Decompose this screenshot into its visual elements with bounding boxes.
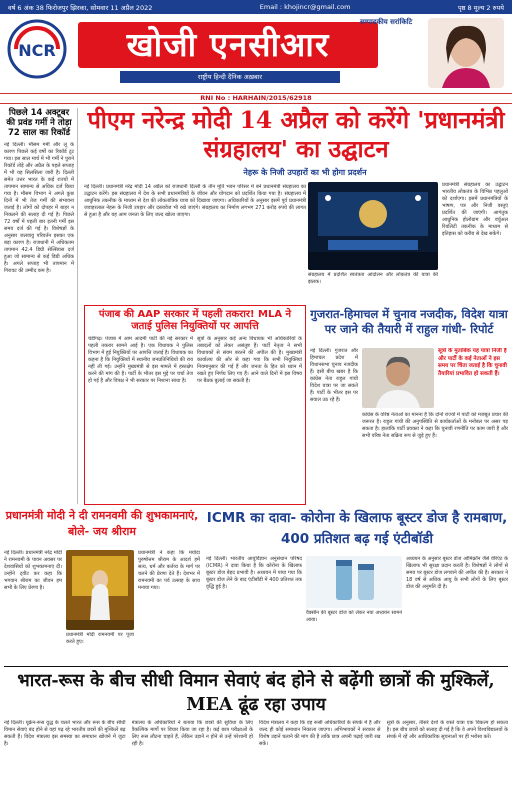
issue-info: वर्ष 6 अंक 38 फिरोजपुर झिरका, सोमवार 11 अप्रैल 2022 xyxy=(8,3,153,12)
gujarat-left-text: नई दिल्ली। गुजरात और हिमाचल प्रदेश में विधानसभा चुनाव नजदीक हैं। इसी बीच खबर है कि कांग्रेस नेता राहुल गांधी विदेश यात्रा पर जा सकते हैं। पार्टी के भीतर इस पर सवाल उठ रहे हैं। xyxy=(310,348,358,403)
mea-col4: सूत्रों के अनुसार, तीसरे देशों के रास्ते यात्रा एक विकल्प हो सकता है। इस बीच छात्रों को सलाह दी गई है कि वे अपने विश्वविद्यालयों के संपर्क में रहें और आधिकारिक सूचनाओं पर ही भरोसा करें। xyxy=(386,720,508,740)
rni-number: RNI No : HARHAIN/2015/62918 xyxy=(0,93,512,104)
newspaper-tagline: राष्ट्रीय हिन्दी दैनिक अख़बार xyxy=(120,71,340,83)
vaccine-vial-photo xyxy=(306,556,402,608)
museum-stage-photo xyxy=(308,182,438,270)
mea-col1: नई दिल्ली। यूक्रेन-रूस युद्ध के चलते भारत और रूस के बीच सीधी विमान सेवाएं बंद होने से वहां पढ़ रहे भारतीय छात्रों की मुश्किलें बढ़ सकती हैं। विदेश मंत्रालय इस समस्या का समाधान खोजने में जुटा है। xyxy=(4,720,126,747)
vaccine-photo-caption: वैक्सीन की बूस्टर डोज को लेकर नया अध्ययन सामने आया। xyxy=(306,610,402,623)
aap-body-col2: सूत्रों के अनुसार कई अन्य विधायक भी अधिकारियों के तबादलों को लेकर असंतुष्ट हैं। पार्टी नेतृत्व ने सभी विधायकों से संयम बरतने की अपील की है। मुख्यमंत्री कार्यालय की ओर से कहा गया कि सभी नियुक्तियां नियमानुसार की गई हैं और जनता के हित को ध्यान में रखते हुए निर्णय लिए गए हैं। आने वाले दिनों में इस विषय पर बैठक बुलाई जा सकती है। xyxy=(197,336,302,384)
mea-story-columns xyxy=(4,720,508,798)
aap-story-box xyxy=(84,305,306,505)
newspaper-title: खोजी एनसीआर xyxy=(78,22,378,68)
museum-side-story: प्रधानमंत्री संग्रहालय का उद्घाटन भारतीय लोकतंत्र के विभिन्न पहलुओं को दर्शाएगा। इसमें प्रधानमंत्रियों के भाषण, पत्र और निजी वस्तुएं प्रदर्शित की जाएंगी। आगंतुक आधुनिक होलोग्राम और वर्चुअल रियलिटी तकनीक के माध्यम से इतिहास को करीब से देख सकेंगे। xyxy=(442,182,508,237)
email-link[interactable]: Email : khojincr@gmail.com xyxy=(259,3,351,11)
modi-ramnavami-photo xyxy=(66,550,134,630)
modi-headline: प्रधानमंत्री मोदी ने दी रामनवमी की शुभकामनाएं, बोले- जय श्रीराम xyxy=(5,509,199,538)
left-story-headline: पिछले 14 अक्टूबर की प्रवंड गर्मी ने तोड़ा 72 साल का रिकॉर्ड xyxy=(6,108,72,138)
masthead xyxy=(0,14,512,92)
icmr-story-text1: नई दिल्ली। भारतीय आयुर्विज्ञान अनुसंधान परिषद (ICMR) ने दावा किया है कि कोरोना के खिलाफ बूस्टर डोज बेहद प्रभावी है। अध्ययन में पाया गया कि बूस्टर डोज लेने के बाद एंटीबॉडी में 400 प्रतिशत तक वृद्धि हुई है। xyxy=(206,556,302,590)
ncr-logo-icon xyxy=(6,18,68,80)
rahul-gandhi-photo xyxy=(362,348,434,408)
top-info-bar xyxy=(0,0,512,14)
gujarat-headline: गुजरात-हिमाचल में चुनाव नजदीक, विदेश यात्रा पर जाने की तैयारी में राहुल गांधी- रिपोर्ट xyxy=(310,307,508,336)
logo-text: NCR xyxy=(18,41,56,60)
page-price: पृष्ठ 8 मूल्य 2 रुपये xyxy=(457,3,504,12)
main-subheadline: नेहरू के निजी उपहारों का भी होगा प्रदर्शन xyxy=(243,168,367,177)
mea-col3: विदेश मंत्रालय ने कहा कि वह रूसी अधिकारियों के संपर्क में है और जल्द ही कोई समाधान निकाला जाएगा। अभिभावकों ने सरकार से विशेष उड़ानें चलाने की मांग की है ताकि छात्र अपनी पढ़ाई जारी रख सकें। xyxy=(259,720,381,747)
editor-tag: सम्पादकीय सरांकिटि xyxy=(360,18,413,26)
mea-headline: भारत-रूस के बीच सीधी विमान सेवाएं बंद होने से बढ़ेंगी छात्रों की मुश्किलें, MEA ढूंढ रहा उपाय xyxy=(4,666,508,716)
museum-photo-caption: संग्रहालय में प्रदर्शित स्वतंत्रता आंदोलन और लोकतंत्र की यात्रा की झलक। xyxy=(308,272,438,285)
editor-portrait xyxy=(428,18,504,88)
main-story-body: नई दिल्ली। प्रधानमंत्री नरेंद्र मोदी 14 अप्रैल को राजधानी दिल्ली के तीन मूर्ति भवन परिसर में बने प्रधानमंत्री संग्रहालय का उद्घाटन करेंगे। इस संग्रहालय में देश के सभी प्रधानमंत्रियों के जीवन और योगदान को प्रदर्शित किया गया है। संग्रहालय में आधुनिक तकनीक के माध्यम से देश की लोकतांत्रिक यात्रा को दिखाया जाएगा। अधिकारियों के अनुसार इसमें पूर्व प्रधानमंत्री जवाहरलाल नेहरू के निजी उपहार और दस्तावेज भी रखे जाएंगे। संग्रहालय का निर्माण लगभग 271 करोड़ रुपये की लागत से हुआ है और यह आम जनता के लिए जल्द खोला जाएगा। xyxy=(84,184,306,218)
gujarat-side-note: सूत्रों के मुताबिक यह यात्रा निजी है और पार्टी के कई नेताओं ने इस समय पर चिंता जताई है कि चुनावी तैयारियां प्रभावित हो सकती हैं। xyxy=(438,348,507,377)
icmr-headline: ICMR का दावा- कोरोना के खिलाफ बूस्टर डोज है रामबाण, 400 प्रतिशत बढ़ गई एंटीबॉडी xyxy=(206,510,508,547)
main-headline: पीएम नरेन्द्र मोदी 14 अप्रैल को करेंगे 'प्रधानमंत्री संग्रहालय' का उद्घाटन xyxy=(87,106,505,163)
modi-photo-caption: प्रधानमंत्री मोदी रामनवमी पर पूजा करते हुए। xyxy=(66,632,134,645)
modi-story-text2: प्रधानमंत्री ने कहा कि मर्यादा पुरुषोत्तम श्रीराम के आदर्श हमें सत्य, धर्म और कर्तव्य के मार्ग पर चलने की प्रेरणा देते हैं। देशभर में रामनवमी का पर्व उत्साह के साथ मनाया गया। xyxy=(138,550,200,591)
left-story-body: नई दिल्ली। मौसम गर्मी और लू के कारण पिछले कई वर्षों का रिकॉर्ड टूट गया। इस साल मार्च में भी गर्मी ने पुराने रिकॉर्ड तोड़े और अप्रैल के पहले सप्ताह में भी यह सिलसिला जारी है। दिल्ली समेत उत्तर भारत के कई राज्यों में तापमान सामान्य से अधिक दर्ज किया गया है। मौसम विभाग ने अगले कुछ दिनों में भी तेज गर्मी की संभावना जताई है। लोगों को दोपहर में बाहर न निकलने की सलाह दी गई है। पिछले 72 वर्षों में पहली बार इतनी गर्मी इस समय दर्ज की गई है। विशेषज्ञों के अनुसार जलवायु परिवर्तन इसका एक बड़ा कारण है। राजधानी में अधिकतम तापमान 42.4 डिग्री सेल्सियस दर्ज हुआ जो सामान्य से कई डिग्री अधिक है। अगले सप्ताह भी तापमान में गिरावट की उम्मीद कम है। xyxy=(4,142,74,274)
icmr-story-text3: अध्ययन के अनुसार बूस्टर डोज ओमिक्रॉन जैसे वेरिएंट के खिलाफ भी सुरक्षा प्रदान करती है। विशेषज्ञों ने लोगों से समय पर बूस्टर डोज लगवाने की अपील की है। सरकार ने 18 वर्ष से अधिक आयु के सभी लोगों के लिए बूस्टर डोज की अनुमति दी है। xyxy=(406,556,508,590)
left-column-story xyxy=(4,108,78,504)
modi-story-text1: नई दिल्ली। प्रधानमंत्री नरेंद्र मोदी ने रामनवमी के पावन अवसर पर देशवासियों को शुभकामनाएं दीं। उन्होंने ट्वीट कर कहा कि भगवान श्रीराम का जीवन हम सभी के लिए प्रेरणा है। xyxy=(4,550,62,591)
mea-col2: मंत्रालय के अधिकारियों ने बताया कि छात्रों की सुविधा के लिए वैकल्पिक मार्गों पर विचार किया जा रहा है। कई छात्र परीक्षाओं के लिए रूस लौटना चाहते हैं, लेकिन उड़ानें न होने से उन्हें परेशानी हो रही है। xyxy=(131,720,253,747)
aap-body-col1: चंडीगढ़। पंजाब में आम आदमी पार्टी की नई सरकार में पहली तकरार सामने आई है। एक विधायक ने पुलिस विभाग में हुई नियुक्तियों पर आपत्ति जताई है। विधायक का कहना है कि नियुक्तियों में स्थानीय जनप्रतिनिधियों की राय नहीं ली गई। उन्होंने मुख्यमंत्री से इस मामले में हस्तक्षेप करने की मांग की है। पार्टी के भीतर इस मुद्दे पर चर्चा तेज हो गई है और विपक्ष ने भी सरकार पर निशाना साधा है। xyxy=(88,336,193,384)
gujarat-bottom-text: कांग्रेस के वरिष्ठ नेताओं का मानना है कि दोनों राज्यों में पार्टी को मजबूत प्रचार की जरूरत है। राहुल गांधी की अनुपस्थिति से कार्यकर्ताओं के मनोबल पर असर पड़ सकता है। हालांकि पार्टी प्रवक्ता ने कहा कि चुनावी रणनीति पर काम जारी है और सभी वरिष्ठ नेता सक्रिय रूप से जुड़े हुए हैं। xyxy=(362,412,508,439)
aap-headline: पंजाब की AAP सरकार में पहली तकरार! MLA ने जताई पुलिस नियुक्तियों पर आपत्ति xyxy=(98,309,292,332)
